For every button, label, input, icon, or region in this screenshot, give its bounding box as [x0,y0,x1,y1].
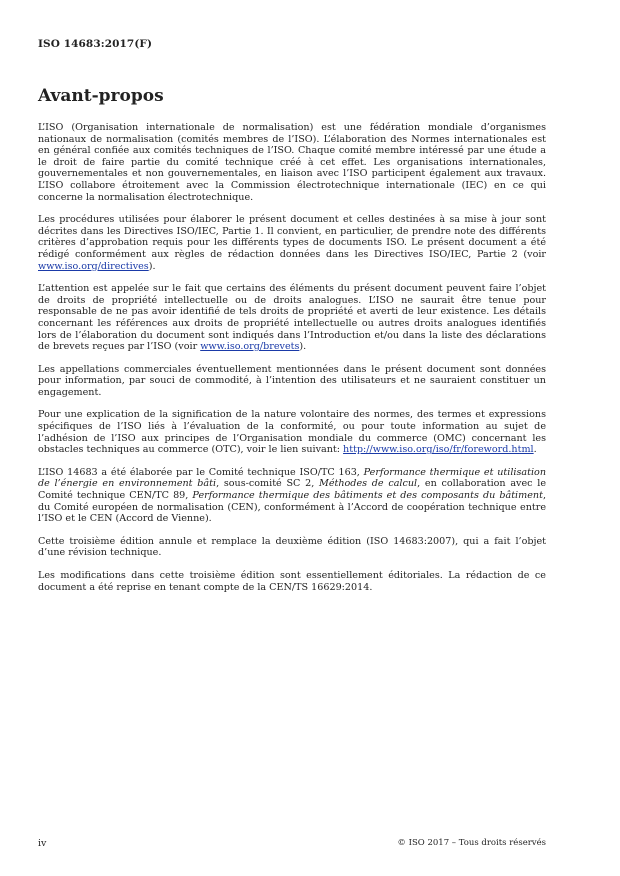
paragraph-5-end: . [533,444,537,456]
page-title: Avant-propos [38,86,164,106]
paragraph-7: Cette troisième édition annule et remplace la deuxième édition (ISO 14683:2007), qui a fait l’objet d’une révision technique. [38,535,546,559]
paragraph-6-italic-2: Méthodes de calcul [319,478,418,490]
paragraph-3-text: L’attention est appelée sur le fait que certains des éléments du présent document peuvent faire l’objet de droits de propriété intellectuelle ou de droits analogues. L’ISO ne saurait être tenue pour responsable de ne pas avoir identifié de tels droits de propriété et averti de leur existence. Les détails concernant les références aux droits de propriété intellectuelle ou autres droits analogues identifiés lors de l’élaboration du document sont indiqués dans l’Introduction et/ou dans la liste des déclarations de brevets reçues par l’ISO (voir [38,283,546,353]
paragraph-2 [38,214,546,272]
paragraph-2-text: Les procédures utilisées pour élaborer le présent document et celles destinées à sa mise à jour sont décrites dans les Directives ISO/IEC, Partie 1. Il convient, en particulier, de prendre note des différents critères d’approbation requis pour les différents types de documents ISO. Le présent document a été rédigé conformément aux règles de rédaction données dans les Directives ISO/IEC, Partie 2 (voir [38,214,546,260]
directives-link[interactable]: www.iso.org/directives [38,260,149,272]
paragraph-8: Les modifications dans cette troisième édition sont essentiellement éditoriales. La rédaction de ce document a été reprise en tenant compte de la CEN/TS 16629:2014. [38,570,546,593]
page-number: iv [38,838,47,849]
paragraph-5-text: Pour une explication de la signification de la nature volontaire des normes, des termes et expressions spécifiques de l’ISO liés à l’évaluation de la conformité, ou pour toute information au sujet de l’adhésion de l’ISO aux principes de l’Organisation mondiale du commerce (OMC) concernant les obstacles techniques au commerce (OTC), voir le lien suivant: [38,409,546,456]
paragraph-6-italic-3: Performance thermique des bâtiments et des composants du bâtiment [192,490,543,502]
foreword-body [38,122,546,604]
copyright-notice: © ISO 2017 – Tous droits réservés [397,838,546,848]
paragraph-4: Les appellations commerciales éventuellement mentionnées dans le présent document sont données pour information, par souci de commodité, à l’intention des utilisateurs et ne sauraient constituer un engagement. [38,363,546,398]
paragraph-6-a: L’ISO 14683 a été élaborée par le Comité technique ISO/TC 163, [38,466,364,478]
foreword-link[interactable]: http://www.iso.org/iso/fr/foreword.html [343,444,534,456]
paragraph-6-c: , en collaboration avec le Comité technique CEN/TC 89, [38,478,546,502]
paragraph-2-end: ). [148,260,156,272]
paragraph-3 [38,283,546,353]
document-id: ISO 14683:2017(F) [38,38,153,50]
paragraph-1: L’ISO (Organisation internationale de normalisation) est une fédération mondiale d’organismes nationaux de normalisation (comités membres de l’ISO). L’élaboration des Normes internationales est en général confiée aux comités techniques de l’ISO. Chaque comité membre intéressé par une étude a le droit de faire partie du comité technique créé à cet effet. Les organisations internationales, gouvernementales et non gouvernementales, en liaison avec l’ISO participent également aux travaux. L’ISO collabore étroitement avec la Commission électrotechnique internationale (IEC) en ce qui concerne la normalisation électrotechnique. [38,122,546,203]
paragraph-6 [38,467,546,525]
paragraph-6-b: , sous-comité SC 2, [216,478,319,490]
patents-link[interactable]: www.iso.org/brevets [200,341,300,353]
paragraph-6-d: , du Comité européen de normalisation (CEN), conformément à l’Accord de coopération technique entre l’ISO et le CEN (Accord de Vienne). [38,490,546,525]
paragraph-6-italic-1: Performance thermique et utilisation de l’énergie en environnement bâti [38,466,546,490]
paragraph-3-end: ). [299,341,307,353]
paragraph-5 [38,409,546,455]
